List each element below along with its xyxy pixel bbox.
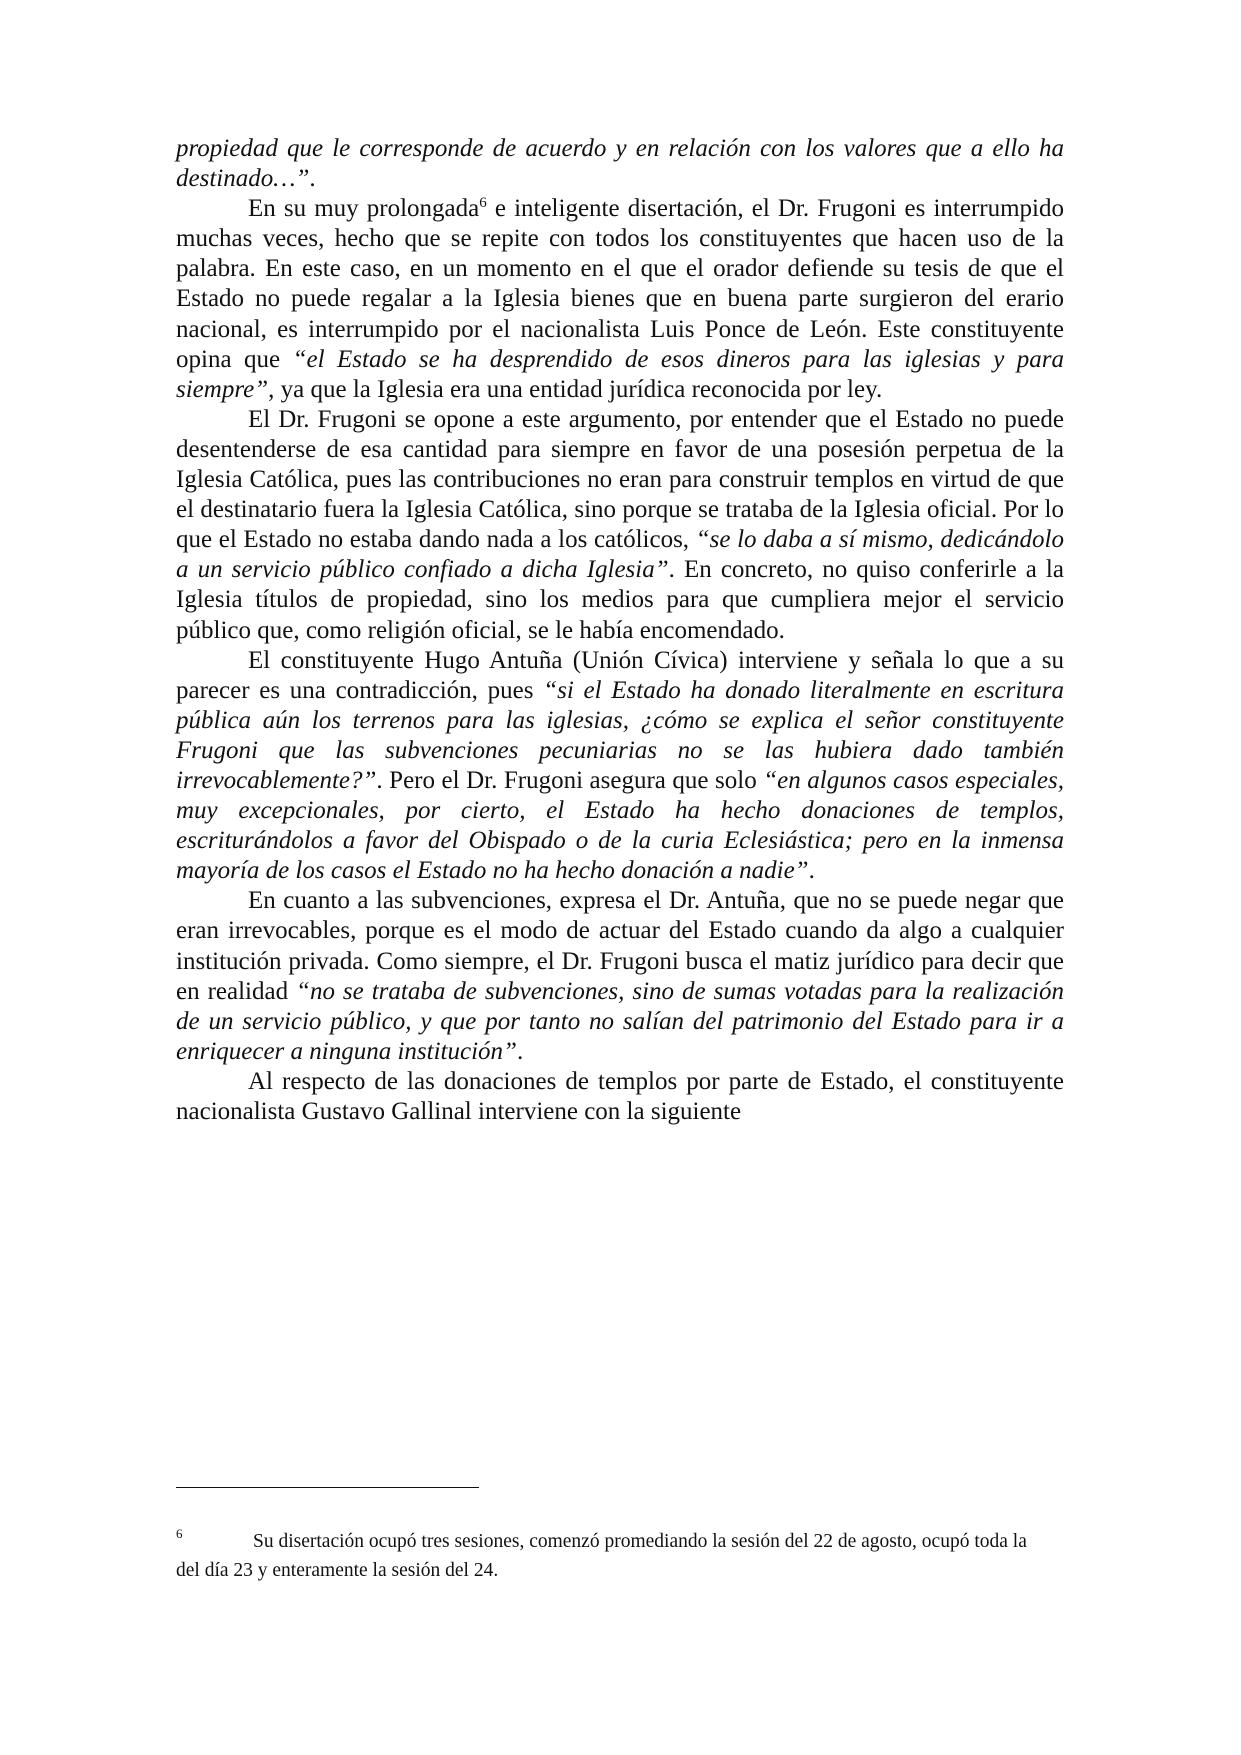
quoted-text: propiedad que le corresponde de acuerdo y en relación con los valores que a ello ha destinado… <box>176 135 1064 193</box>
quoted-text: “no se trataba de subvenciones, sino de sumas votadas para la realización de un servicio público, y que por tanto no salían del patrimonio del Estado para ir a enriquecer a ninguna institución” <box>176 977 1064 1065</box>
body-text <box>176 134 1064 1127</box>
text-segment: , ya que la Iglesia era una entidad jurídica reconocida por ley. <box>268 375 883 403</box>
quoted-text: “si el Estado ha donado literalmente en escritura pública aún los terrenos para las iglesias, ¿cómo se explica el señor constituyente Frugoni que las subvenciones pecuniarias no se las hubiera dado también irrevocablemente?” <box>176 676 1064 794</box>
text-segment: En cuanto a las subvenciones, expresa el Dr. Antuña, que no se puede negar que eran irrevocables, porque es el modo de actuar del Estado cuando da algo a cualquier institución privada. Como siempre, el Dr. Frugoni busca el matiz jurídico para decir que en realidad <box>176 887 1064 1005</box>
quoted-text: ” <box>295 165 310 193</box>
text-segment: . <box>309 165 316 193</box>
text-segment: e inteligente disertación, el Dr. Frugoni es interrumpido muchas veces, hecho que se repite con todos los constituyentes que hacen uso de la palabra. En este caso, en un momento en el que el orador defiende su tesis de que el Estado no puede regalar a la Iglesia bienes que en buena parte surgieron del erario nacional, es interrumpido por el nacionalista Luis Ponce de León. Este constituyente opina que <box>176 195 1064 373</box>
text-segment: En su muy prolongada <box>248 195 480 223</box>
quoted-text: “el Estado se ha desprendido de esos dineros para las iglesias y para siempre” <box>176 345 1065 403</box>
footnote-text: Su disertación ocupó tres sesiones, comenzó promediando la sesión del 22 de agosto, ocupó toda la del día 23 y enteramente la sesión del 24. <box>176 1531 1027 1581</box>
text-segment: Al respecto de las donaciones de templos por parte de Estado, el constituyente nacionalista Gustavo Gallinal interviene con la siguiente <box>176 1067 1064 1125</box>
quoted-text: “en algunos casos especiales, muy excepcionales, por cierto, el Estado ha hecho donaciones de templos, escriturándolos a favor del Obispado o de la curia Eclesiástica; pero en la inmensa mayoría de los casos el Estado no ha hecho donación a nadie” <box>176 766 1065 885</box>
paragraph <box>176 194 1064 405</box>
quoted-text: “se lo daba a sí mismo, dedicándolo a un servicio público confiado a dicha Iglesia” <box>176 526 1065 584</box>
text-segment: . <box>808 857 815 885</box>
paragraph <box>176 1067 1064 1127</box>
paragraph <box>176 134 1064 194</box>
paragraph <box>176 646 1064 887</box>
footnote-reference[interactable]: 6 <box>479 195 487 212</box>
text-segment: . Pero el Dr. Frugoni asegura que solo <box>376 766 764 794</box>
text-segment: El Dr. Frugoni se opone a este argumento, por entender que el Estado no puede desentenderse de esa cantidad para siempre en favor de una posesión perpetua de la Iglesia Católica, pues las contribuciones no eran para construir templos en virtud de que el destinatario fuera la Iglesia Católica, sino porque se trataba de la Iglesia oficial. Por lo que el Estado no estaba dando nada a los católicos, <box>176 405 1064 554</box>
footnote: 6 Su disertación ocupó tres sesiones, comenzó promediando la sesión del 22 de agosto, ocupó toda la del día 23 y enteramente la sesión del 24. <box>176 1526 1027 1581</box>
paragraph <box>176 886 1064 1067</box>
paragraph <box>176 405 1064 646</box>
text-segment: El constituyente Hugo Antuña (Unión Cívica) interviene y señala lo que a su parecer es una contradicción, pues <box>176 646 1064 704</box>
footnote-separator <box>176 1487 479 1488</box>
footnotes <box>176 1527 1046 1585</box>
text-segment: . En concreto, no quiso conferirle a la Iglesia títulos de propiedad, sino los medios para que cumpliera mejor el servicio público que, como religión oficial, se le había encomendado. <box>176 556 1064 644</box>
text-segment: . <box>516 1037 524 1065</box>
